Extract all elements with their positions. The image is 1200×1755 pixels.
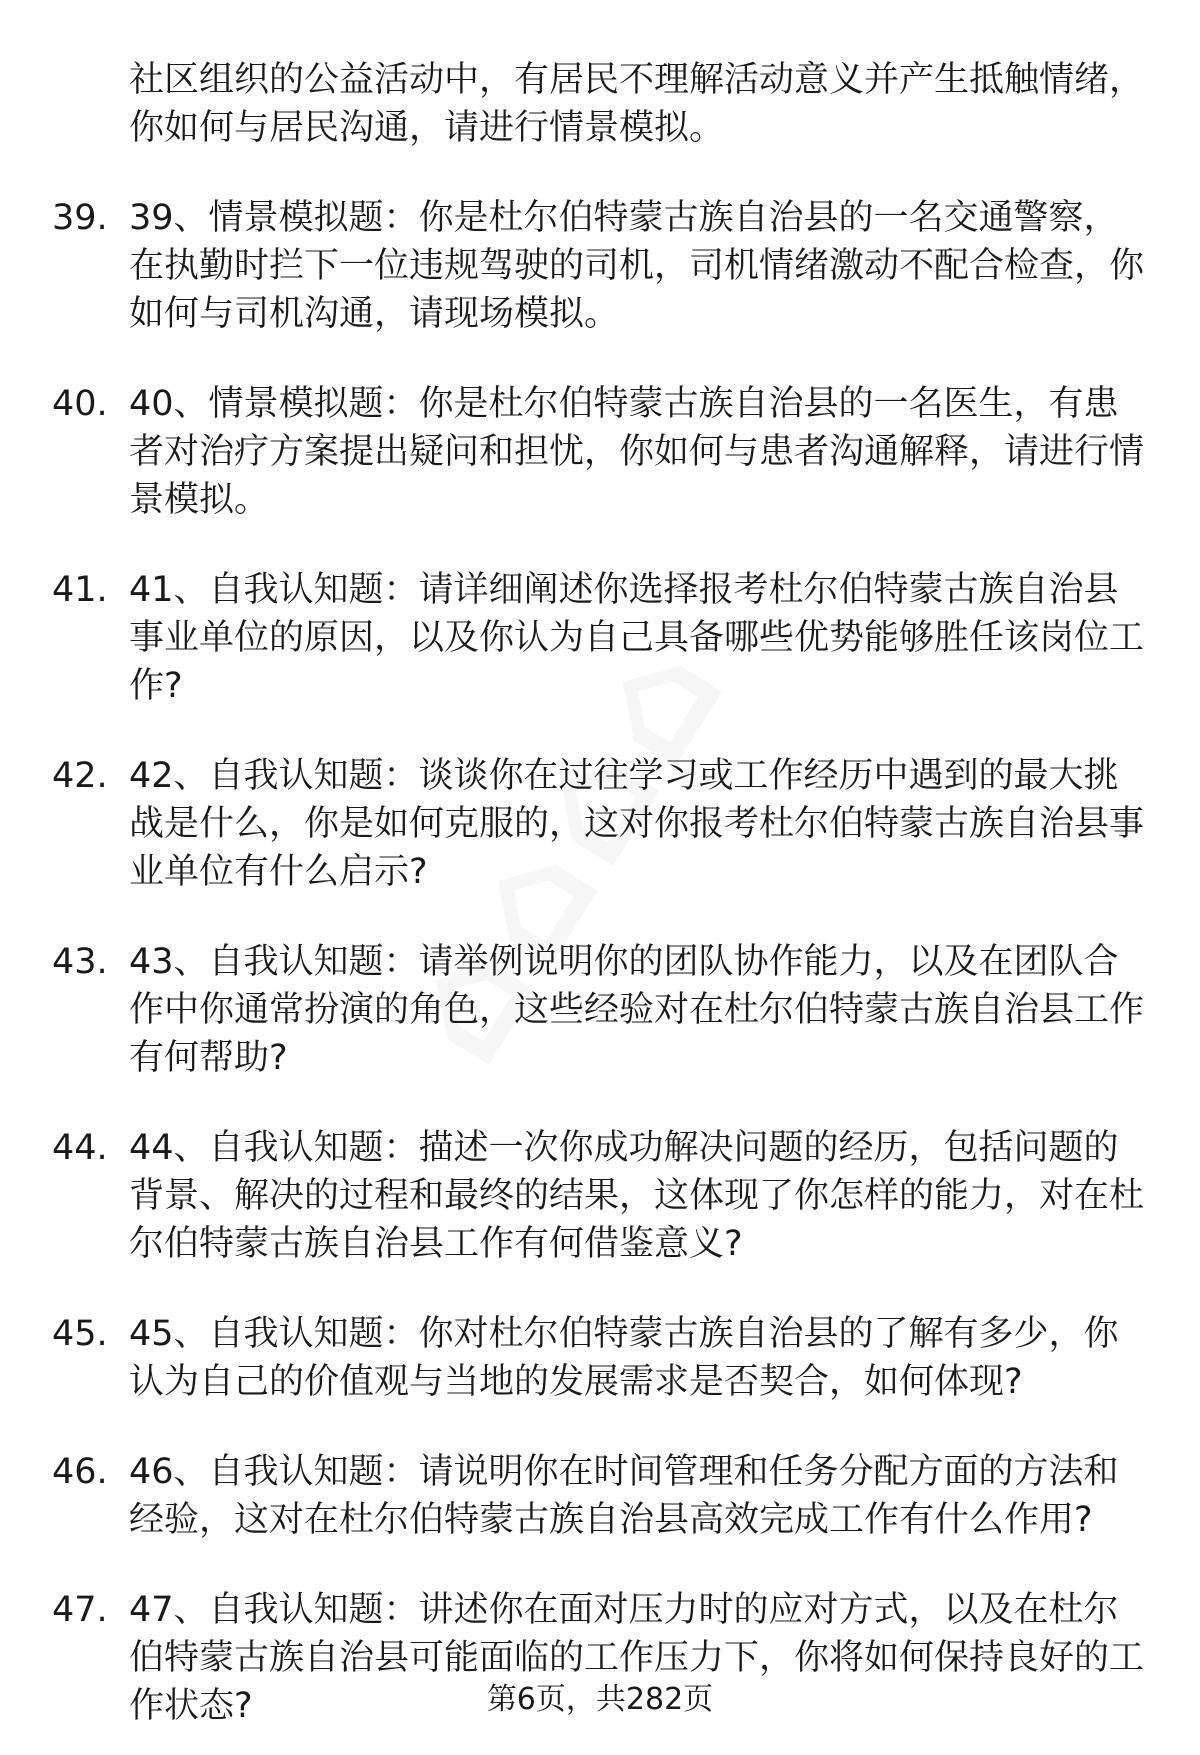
question-item (0, 380, 1149, 524)
question-list (0, 194, 1200, 1730)
question-number: 45. (52, 1314, 108, 1354)
question-number: 47. (52, 1590, 108, 1630)
page-footer: 第6页，共282页 (486, 1682, 714, 1717)
question-text: 45、自我认知题：你对杜尔伯特蒙古族自治县的了解有多少，你认为自己的价值观与当地的发展需求是否契合，如何体现? (129, 1314, 1119, 1402)
question-number: 46. (52, 1452, 108, 1492)
question-item (0, 752, 1149, 896)
question-text: 42、自我认知题：谈谈你在过往学习或工作经历中遇到的最大挑战是什么，你是如何克服的，这对你报考杜尔伯特蒙古族自治县事业单位有什么启示? (129, 756, 1145, 892)
question-number: 43. (52, 942, 108, 982)
question-item (0, 938, 1149, 1082)
question-text: 44、自我认知题：描述一次你成功解决问题的经历，包括问题的背景、解决的过程和最终的结果，这体现了你怎样的能力，对在杜尔伯特蒙古族自治县工作有何借鉴意义? (129, 1128, 1145, 1264)
question-text: 47、自我认知题：讲述你在面对压力时的应对方式，以及在杜尔伯特蒙古族自治县可能面临的工作压力下，你将如何保持良好的工作状态? (129, 1590, 1145, 1726)
question-number: 40. (52, 384, 108, 424)
question-item (0, 1124, 1149, 1268)
question-item (0, 1448, 1149, 1544)
question-number: 39. (52, 198, 108, 238)
question-text: 46、自我认知题：请说明你在时间管理和任务分配方面的方法和经验，这对在杜尔伯特蒙古族自治县高效完成工作有什么作用? (129, 1452, 1119, 1540)
document-content (0, 56, 1200, 1730)
question-number: 41. (52, 570, 108, 610)
question-text: 41、自我认知题：请详细阐述你选择报考杜尔伯特蒙古族自治县事业单位的原因，以及你认为自己具备哪些优势能够胜任该岗位工作? (129, 570, 1145, 706)
question-item (0, 566, 1149, 710)
question-item (0, 1310, 1149, 1406)
question-text: 39、情景模拟题：你是杜尔伯特蒙古族自治县的一名交通警察，在执勤时拦下一位违规驾驶的司机，司机情绪激动不配合检查，你如何与司机沟通，请现场模拟。 (129, 198, 1145, 334)
question-item (0, 194, 1149, 338)
question-number: 44. (52, 1128, 108, 1168)
question-text: 40、情景模拟题：你是杜尔伯特蒙古族自治县的一名医生，有患者对治疗方案提出疑问和担忧，你如何与患者沟通解释，请进行情景模拟。 (129, 384, 1145, 520)
question-text: 43、自我认知题：请举例说明你的团队协作能力，以及在团队合作中你通常扮演的角色，这些经验对在杜尔伯特蒙古族自治县工作有何帮助? (129, 942, 1145, 1078)
question-number: 42. (52, 756, 108, 796)
continuation-text: 社区组织的公益活动中，有居民不理解活动意义并产生抵触情绪，你如何与居民沟通，请进行情景模拟。 (129, 60, 1145, 148)
